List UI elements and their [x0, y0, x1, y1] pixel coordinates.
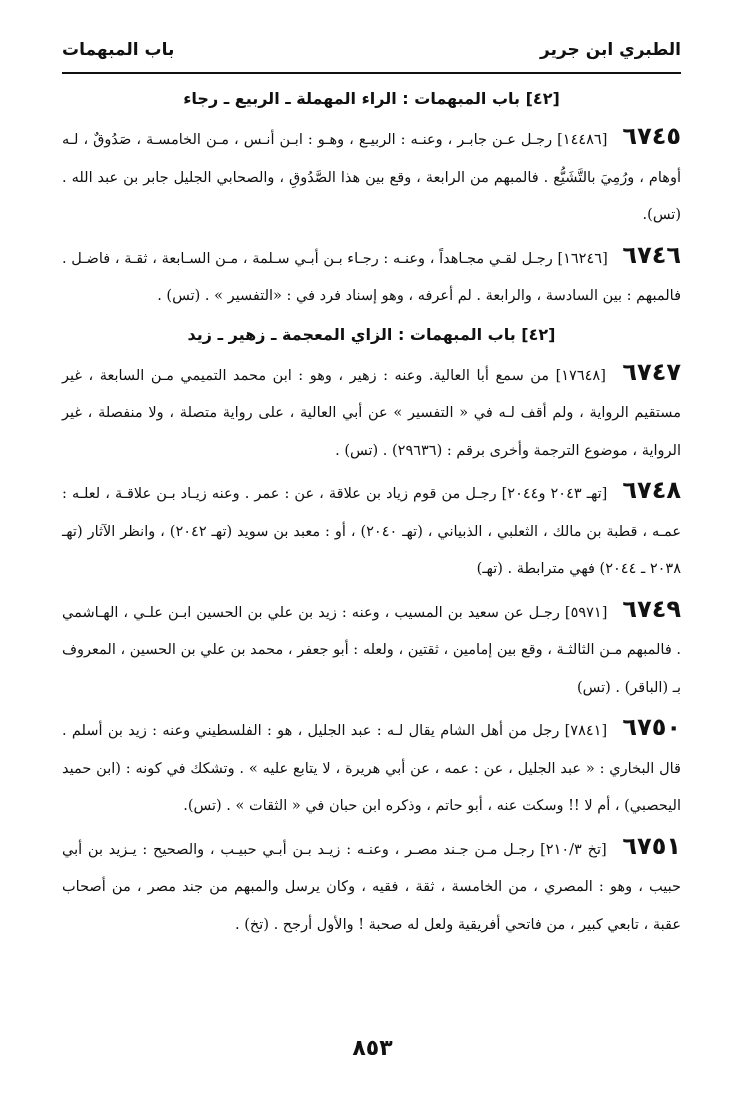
entry-text: [١٦٢٤٦] رجـل لقـي مجـاهداً ، وعنـه : رجـاء بـن أبـي سـلمة ، مـن السـابعة ، ثقـة ، فاضـل . فالمبهم : بين السادسة ، والرابعة . لم أعرفه ، وهو إسناد فرد في : «التفسير » . (تس) .	[62, 250, 681, 304]
entry-6748	[62, 472, 681, 589]
entry-text: [تخ ٢١٠/٣] رجـل مـن جـند مصـر ، وعنـه : زيـد بـن أبـي حبيـب ، والصحيح : يـزيد بن أبي حبيب ، وهو : المصري ، من الخامسة ، ثقة ، فقيه ، وكان يرسل والمبهم من جند مصر ، من أصحاب عقبة ، تابعي كبير ، من فاتحي أفريقية ولعل له صحبة ! والأول أرجح . (تخ) .	[62, 841, 681, 933]
page-body	[62, 84, 681, 946]
entry-text: [٧٨٤١] رجل من أهل الشام يقال لـه : عبد الجليل ، هو : الفلسطيني وعنه : زيد بن أسلم . قال البخاري : « عبد الجليل ، عن : عمه ، عن أبي هريرة ، لا يتابع عليه » . وتشكك في كونه : (ابن حميد اليحصبي) ، أم لا !! وسكت عنه ، أبو حاتم ، وذكره ابن حبان في « الثقات » . (تس).	[62, 723, 681, 814]
running-header	[62, 38, 681, 74]
entry-text: [١٧٦٤٨] من سمع أبا العالية. وعنه : زهير ، وهو : ابن محمد التميمي مـن السابعة ، غير مستقيم الرواية ، ولم أقف لـه في « التفسير » عن أبي العالية ، على رواية متصلة ، ولا منفصلة ، غير الرواية ، موضوع الترجمة وأخرى برقم : (٢٩٦٣٦) . (تس) .	[62, 367, 681, 459]
entry-6749	[62, 591, 681, 708]
entry-number: ٦٧٤٧	[622, 357, 681, 386]
section-title: [٤٢] باب المبهمات : الزاي المعجمة ـ زهير ـ زيد	[187, 324, 556, 344]
entry-6747	[62, 354, 681, 471]
header-book-title: الطبري ابن جرير	[540, 40, 681, 60]
entry-number: ٦٧٤٨	[622, 476, 681, 504]
entry-number: ٦٧٥١	[622, 831, 681, 860]
entry-6746	[62, 237, 681, 316]
entry-6750	[62, 709, 681, 826]
entry-number: ٦٧٤٩	[622, 594, 682, 623]
entry-6745	[62, 118, 681, 235]
entry-number: ٦٧٤٦	[622, 240, 682, 269]
entry-6751	[62, 828, 681, 945]
entry-number: ٦٧٤٥	[622, 122, 682, 150]
page-number: ٨٥٣	[352, 1036, 393, 1061]
entry-text: [٥٩٧١] رجـل عن سعيد بن المسيب ، وعنه : زيد بن علي بن الحسين ابـن علـي ، الهـاشمي . فالمبهم مـن الثالثـة ، وقع بين إمامين ، ثقتين ، ولعله : أبو جعفر ، محمد بن علي بن الحسين ، المعروف بـ (الباقر) . (تس)	[62, 604, 681, 696]
section-title: [٤٢] باب المبهمات : الراء المهملة ـ الربيع ـ رجاء	[183, 89, 560, 108]
entry-text: [١٤٤٨٦] رجـل عـن جابـر ، وعنـه : الربيـع ، وهـو : ابـن أنـس ، مـن الخامسـة ، صَدُوقٌ ، لـه أوهام ، ورُمِيَ بالتَّشَيُّع . فالمبهم من الرابعة ، وقع بين هذا الصَّدُوقِ ، والصحابي الجليل جابر بن عبد الله . (تس).	[62, 132, 681, 223]
entry-text: [تهـ ٢٠٤٣ و٢٠٤٤] رجـل من قوم زياد بن علاقة ، عن : عمر . وعنه زيـاد بـن علاقـة ، لعلـه : عمـه ، قطبة بن مالك ، الثعلبي ، الذبياني ، (تهـ ٢٠٤٠) ، أو : معبد بن سويد (تهـ ٢٠٤٢) ، وانظر الآثار (تهـ ٢٠٣٨ ـ ٢٠٤٤) فهي مترابطة . (تهـ)	[62, 486, 682, 577]
entry-number: ٦٧٥٠	[622, 713, 682, 741]
header-chapter-title: باب المبهمات	[62, 40, 175, 60]
